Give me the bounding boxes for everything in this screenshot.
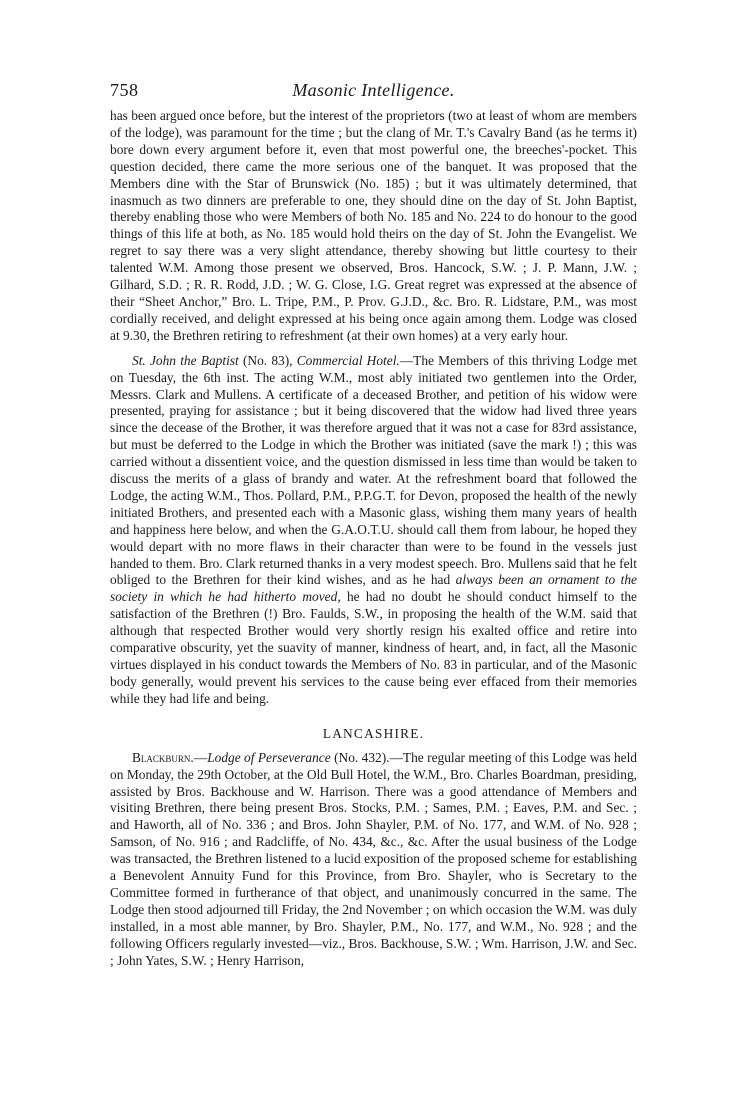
place-name: Blackburn. — [132, 749, 194, 765]
page-number: 758 — [110, 80, 139, 100]
italic-quote: always been an ornament to the society in which he had hitherto moved, — [110, 572, 637, 605]
section-heading-lancashire: LANCASHIRE. — [322, 725, 425, 741]
report-text: (No. 432).—The regular meeting of this Lodge was held on Monday, the 29th October, at the Old Bull Hotel, the W.M., Bro. Charles Boardman, presiding, assisted by Bros. Backhouse and W. Harrison. There was a good attendance of Members and visiting Brethren, there being present Bros. Stocks, P.M. ; Sames, P.M. ; Eaves, P.M. and Sec. ; and Haworth, all of No. 336 ; and Bros. John Shayler, P.M. of No. 177, and W.M. of No. 928 ; Samson, of No. 916 ; and Radcliffe, of No. 434, &c., &c. After the usual business of the Lodge was transacted, the Brethren listened to a lucid exposition of the proposed scheme for establishing a Benevolent Annuity Fund for this Province, from Bro. Shayler, who is Secretary to the Committee formed in furtherance of that object, and unanimously concurred in the same. The Lodge then stood adjourned till Friday, the 2nd November ; on which occasion the W.M. was duly installed, in a most able manner, by Bro. Shayler, P.M., No. 177, and W.M., No. 928 ; and the following Officers regularly invested—viz., Bros. Backhouse, S.W. ; Wm. Harrison, J.W. and Sec. ; John Yates, S.W. ; Henry Harrison, — [110, 749, 638, 968]
running-head — [110, 80, 637, 106]
paragraph-st-john-baptist-lodge — [110, 353, 637, 708]
running-title: Masonic Intelligence. — [292, 80, 455, 100]
lodge-name: St. John the Baptist — [132, 352, 239, 368]
report-text: —The Members of this thriving Lodge met on Tuesday, the 6th inst. The acting W.M., most ably initiated two gentlemen into the Order, Messrs. Clark and Mullens. A certificate of a deceased Brother, and petition of his widow were presented, praying for assistance ; but it being discovered that the widow had lived three years since the decease of the Brother, it was therefore argued that it was not a case for 83rd assistance, but must be deferred to the Lodge in which the Brother was initiated (save the mark !) ; this was carried without a dissentient voice, and the question dismissed in less time than would be taken to discuss the merits of a glass of brandy and water. At the refreshment board that followed the Lodge, the acting W.M., Thos. Pollard, P.M., P.P.G.T. for Devon, proposed the health of the newly initiated Brothers, and presented each with a Masonic glass, wishing them many years of health and happiness here below, and when the G.A.O.T.U. should call them from labour, he hoped they would depart with no more flaws in their character than were to be found in the vessels just handed to them. Bro. Clark returned thanks in a very modest speech. Bro. Mullens said that he felt obliged to the Brethren for their kind wishes, and as he had — [110, 352, 638, 588]
lodge-number: (No. 83), — [238, 352, 297, 368]
page — [110, 80, 637, 970]
paragraph-continuation: has been argued once before, but the interest of the proprietors (two at least of whom are members of the lodge), was paramount for the time ; but the clang of Mr. T.'s Cavalry Band (as he terms it) bore down every argument before it, even that most powerful one, the breeches'-pocket. This question decided, there came the more serious one of the banquet. It was proposed that the Members dine with the Star of Brunswick (No. 185) ; but it was ultimately determined, that inasmuch as two dinners are preferable to one, they should dine on the day of St. John Baptist, thereby enabling those who were Members of both No. 185 and No. 224 to do honour to the good things of this life at both, as No. 185 would hold theirs on the day of St. John the Evangelist. We regret to say there was a very slight attendance, thereby showing but little courtesy to their talented W.M. Among those present we observed, Bros. Hancock, S.W. ; J. P. Mann, J.W. ; Gilhard, S.D. ; R. R. Rodd, J.D. ; W. G. Close, I.G. Great regret was expressed at the absence of their “Sheet Anchor,” Bro. L. Tripe, P.M., P. Prov. G.J.D., &c. Bro. R. Lidstare, P.M., was most cordially received, and delight expressed at his being once again among them. Lodge was closed at 9.30, the Brethren retiring to refreshment (at their own homes) at a very early hour. — [110, 108, 638, 343]
lodge-venue: Commercial Hotel. — [296, 352, 400, 368]
lodge-name: Lodge of Perseverance — [207, 749, 331, 765]
dash: — — [193, 749, 208, 765]
paragraph-blackburn — [110, 750, 637, 970]
report-text-continued: he had no doubt he should conduct himself to the satisfaction of the Brethren (!) Bro. Faulds, S.W., in proposing the health of the W.M. said that although that respected Brother would very shortly resign his exalted office and retire into comparative obscurity, yet the suavity of manner, kindness of heart, and, in fact, all the Masonic virtues displayed in his conduct towards the Members of No. 83 in particular, and of the Masonic body generally, would prevent his services to the cause being ever effaced from their memories while they had life and being. — [110, 589, 637, 706]
